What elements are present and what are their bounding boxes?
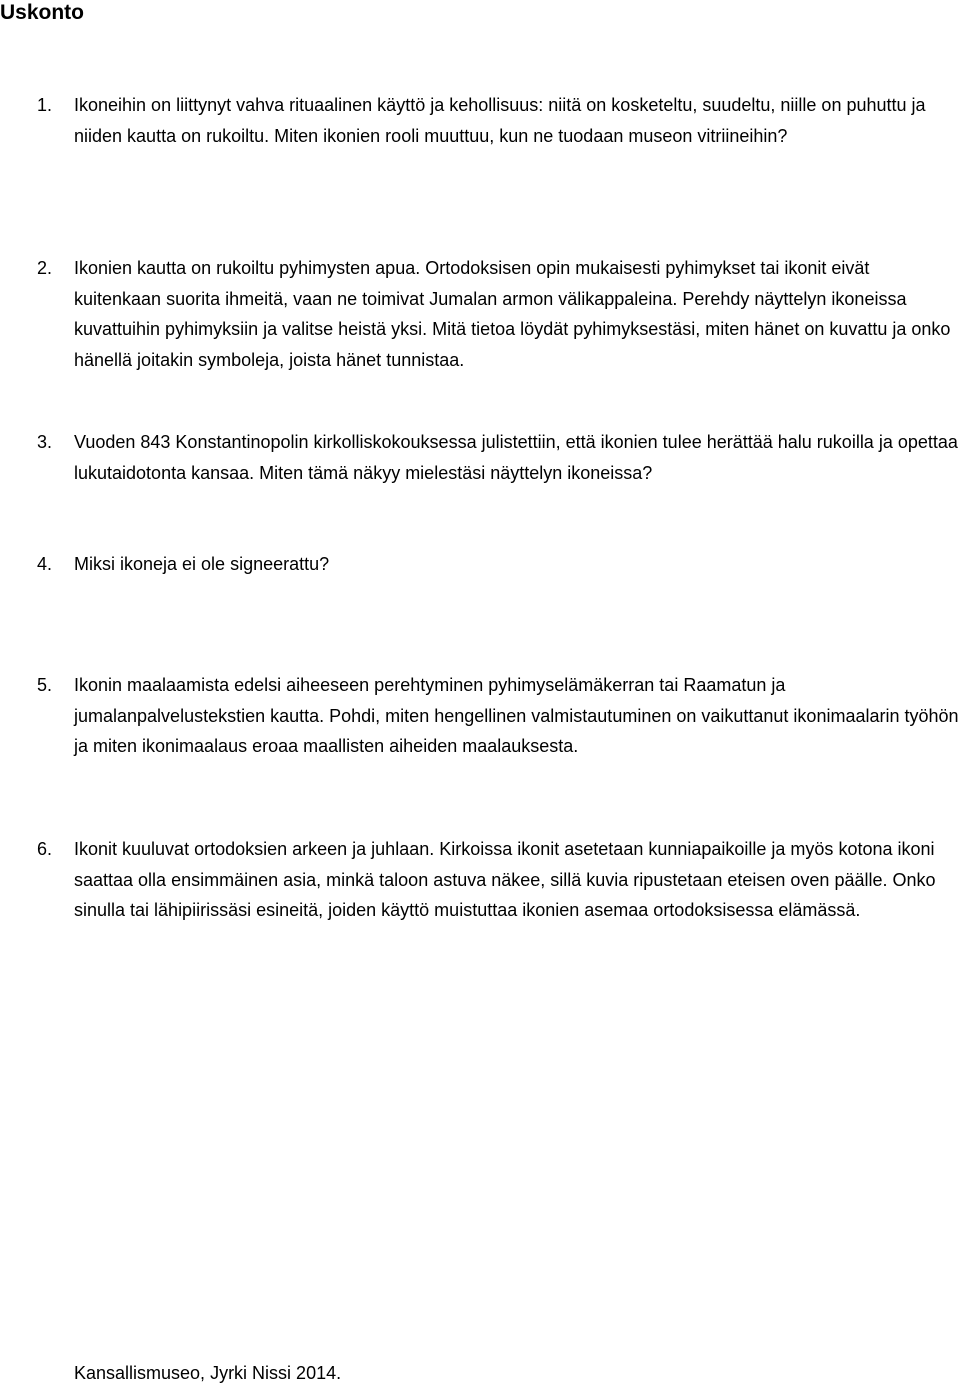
question-item bbox=[37, 549, 960, 580]
question-text: Ikonin maalaamista edelsi aiheeseen perehtyminen pyhimyselämäkerran tai Raamatun ja jumalanpalvelustekstien kautta. Pohdi, miten hengellinen valmistautuminen on vaikuttanut ikonimaalarin työhön ja miten ikonimaalaus eroaa maallisten aiheiden maalauksesta. bbox=[74, 675, 959, 756]
page-title: Uskonto bbox=[0, 1, 84, 24]
question-item bbox=[37, 90, 960, 151]
question-number: 5. bbox=[37, 675, 53, 695]
question-text: Ikoneihin on liittynyt vahva rituaalinen käyttö ja kehollisuus: niitä on kosketeltu, suudeltu, niille on puhuttu ja niiden kautta on rukoiltu. Miten ikonien rooli muuttuu, kun ne tuodaan museon vitriineihin? bbox=[74, 95, 926, 146]
question-number: 4. bbox=[37, 554, 53, 574]
question-text: Ikonit kuuluvat ortodoksien arkeen ja juhlaan. Kirkoissa ikonit asetetaan kunniapaikoille ja myös kotona ikoni saattaa olla ensimmäinen asia, minkä taloon astuva näkee, sillä kuvia ripustetaan eteisen oven päälle. Onko sinulla tai lähipiirissäsi esineitä, joiden käyttö muistuttaa ikonien asemaa ortodoksisessa elämässä. bbox=[74, 839, 936, 920]
question-text: Miksi ikoneja ei ole signeerattu? bbox=[74, 554, 330, 574]
question-item bbox=[37, 427, 960, 488]
question-item bbox=[37, 834, 960, 926]
question-number: 1. bbox=[37, 95, 53, 115]
question-number: 2. bbox=[37, 258, 53, 278]
question-text: Ikonien kautta on rukoiltu pyhimysten apua. Ortodoksisen opin mukaisesti pyhimykset tai ikonit eivät kuitenkaan suorita ihmeitä, vaan ne toimivat Jumalan armon välikappaleina. Perehdy näyttelyn ikoneissa kuvattuihin pyhimyksiin ja valitse heistä yksi. Mitä tietoa löydät pyhimyksestäsi, miten hänet on kuvattu ja onko hänellä joitakin symboleja, joista hänet tunnistaa. bbox=[74, 258, 951, 370]
question-item bbox=[37, 253, 960, 375]
footer-credit: Kansallismuseo, Jyrki Nissi 2014. bbox=[74, 1363, 342, 1383]
question-item bbox=[37, 670, 960, 762]
question-number: 6. bbox=[37, 839, 53, 859]
question-text: Vuoden 843 Konstantinopolin kirkolliskokouksessa julistettiin, että ikonien tulee herättää halu rukoilla ja opettaa lukutaidotonta kansaa. Miten tämä näkyy mielestäsi näyttelyn ikoneissa? bbox=[74, 432, 958, 483]
question-number: 3. bbox=[37, 432, 53, 452]
